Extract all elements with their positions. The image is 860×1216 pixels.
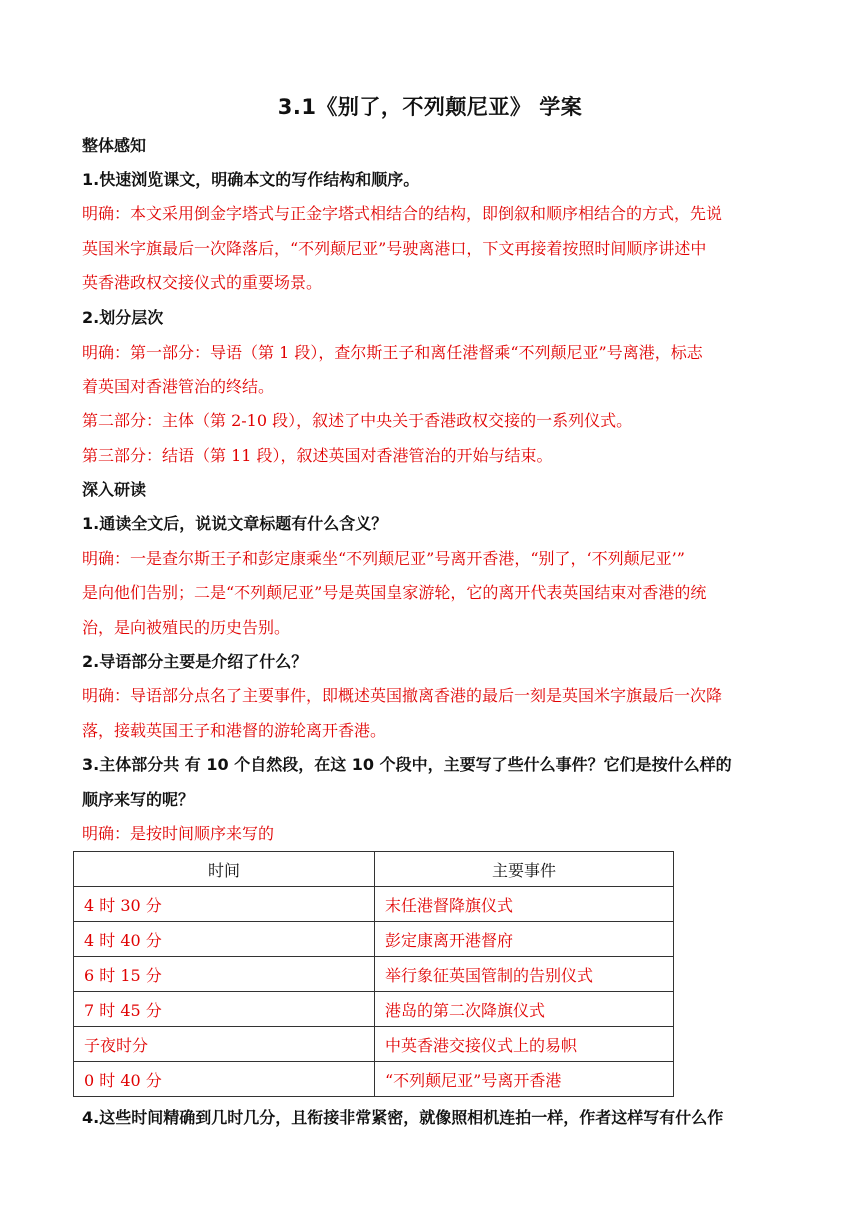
question-6: 4.这些时间精确到几时几分，且衔接非常紧密，就像照相机连拍一样，作者这样写有什么作 — [82, 1108, 724, 1127]
cell-time: 子夜时分 — [74, 1027, 375, 1062]
answer-5: 明确：是按时间顺序来写的 — [82, 824, 275, 843]
answer-2-line-4: 第三部分：结语（第 11 段），叙述英国对香港管治的开始与结束。 — [82, 446, 553, 465]
answer-2-line-3: 第二部分：主体（第 2-10 段），叙述了中央关于香港政权交接的一系列仪式。 — [82, 411, 633, 430]
question-4: 2.导语部分主要是介绍了什么？ — [82, 652, 308, 671]
question-1: 1.快速浏览课文，明确本文的写作结构和顺序。 — [82, 170, 420, 189]
events-table — [73, 851, 674, 1097]
cell-time: 6 时 15 分 — [74, 957, 375, 992]
cell-event: 末任港督降旗仪式 — [375, 887, 674, 922]
answer-3-line-2: 是向他们告别；二是“不列颠尼亚”号是英国皇家游轮，它的离开代表英国结束对香港的统 — [82, 583, 707, 602]
table-row — [74, 957, 674, 992]
answer-4-line-1: 明确：导语部分点名了主要事件，即概述英国撤离香港的最后一刻是英国米字旗最后一次降 — [82, 686, 723, 705]
table-row — [74, 1062, 674, 1097]
cell-event: 举行象征英国管制的告别仪式 — [375, 957, 674, 992]
cell-time: 7 时 45 分 — [74, 992, 375, 1027]
section-heading-deep-reading: 深入研读 — [82, 480, 147, 499]
table-row — [74, 992, 674, 1027]
answer-1-line-1: 明确：本文采用倒金字塔式与正金字塔式相结合的结构，即倒叙和顺序相结合的方式，先说 — [82, 204, 723, 223]
table-row — [74, 1027, 674, 1062]
cell-event: 彭定康离开港督府 — [375, 922, 674, 957]
section-heading-overview: 整体感知 — [82, 136, 147, 155]
question-2: 2.划分层次 — [82, 308, 164, 327]
cell-time: 4 时 30 分 — [74, 887, 375, 922]
question-3: 1.通读全文后，说说文章标题有什么含义？ — [82, 514, 388, 533]
cell-event: 港岛的第二次降旗仪式 — [375, 992, 674, 1027]
answer-3-line-1: 明确：一是查尔斯王子和彭定康乘坐“不列颠尼亚”号离开香港，“别了，‘不列颠尼亚’” — [82, 549, 685, 568]
answer-3-line-3: 治，是向被殖民的历史告别。 — [82, 618, 291, 637]
answer-1-line-3: 英香港政权交接仪式的重要场景。 — [82, 273, 323, 292]
question-5-line-2: 顺序来写的呢？ — [82, 790, 195, 809]
table-row — [74, 887, 674, 922]
column-header-time: 时间 — [74, 852, 375, 887]
page-title: 3.1《别了，不列颠尼亚》 学案 — [277, 95, 583, 119]
answer-4-line-2: 落，接载英国王子和港督的游轮离开香港。 — [82, 721, 387, 740]
answer-1-line-2: 英国米字旗最后一次降落后，“不列颠尼亚”号驶离港口，下文再接着按照时间顺序讲述中 — [82, 239, 707, 258]
question-5-line-1: 3.主体部分共 有 10 个自然段，在这 10 个段中，主要写了些什么事件？它们是按什么样的 — [82, 755, 732, 774]
cell-event: “不列颠尼亚”号离开香港 — [375, 1062, 674, 1097]
column-header-event: 主要事件 — [375, 852, 674, 887]
cell-time: 0 时 40 分 — [74, 1062, 375, 1097]
answer-2-line-2: 着英国对香港管治的终结。 — [82, 377, 275, 396]
cell-event: 中英香港交接仪式上的易帜 — [375, 1027, 674, 1062]
table-row — [74, 922, 674, 957]
answer-2-line-1: 明确：第一部分：导语（第 1 段），查尔斯王子和离任港督乘“不列颠尼亚”号离港，标志 — [82, 343, 703, 362]
table-header-row — [74, 852, 674, 887]
cell-time: 4 时 40 分 — [74, 922, 375, 957]
